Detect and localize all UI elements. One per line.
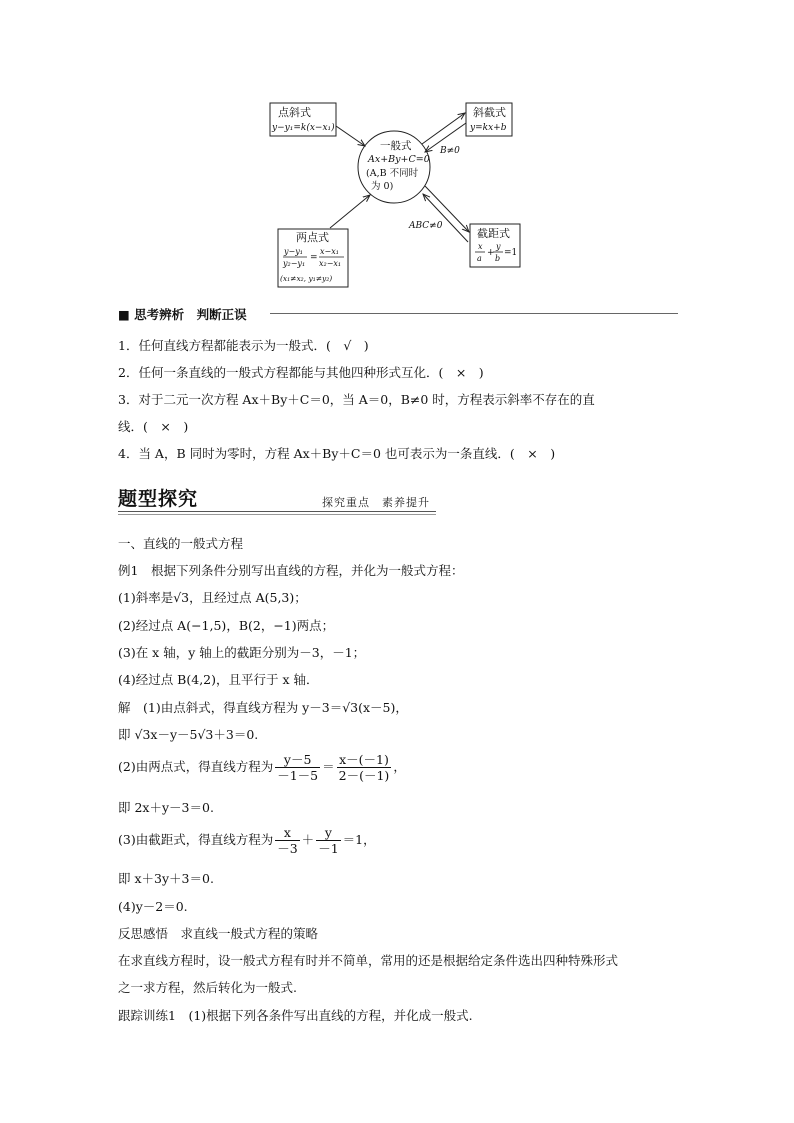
reflect-text-1: 在求直线方程时，设一般式方程有时并不简单，常用的还是根据给定条件选出四种特殊形式	[118, 953, 619, 968]
point-slope-box	[270, 103, 336, 136]
think-item-3: 3．对于二元一次方程 Ax＋By＋C＝0，当 A＝0，B≠0 时，方程表示斜率不存在的直	[118, 392, 595, 407]
cond-abc-label: ABC≠0	[409, 221, 443, 231]
think-item-3-cont: 线．( × )	[118, 419, 189, 434]
solution-2-frac-2	[337, 752, 392, 783]
example-title: 例1 根据下列条件分别写出直线的方程，并化为一般式方程：	[118, 563, 464, 578]
general-form-cond-2: 为 0)	[371, 181, 394, 192]
solution-1-result: 即 √3x－y－5√3＋3＝0.	[118, 727, 259, 742]
intercept-x-num: x	[478, 242, 483, 251]
intercept-box	[470, 224, 520, 267]
two-point-title: 两点式	[296, 231, 329, 244]
two-point-cond: (x₁≠x₂, y₁≠y₂)	[280, 274, 333, 283]
line-forms-diagram	[0, 0, 794, 300]
practice-title: 跟踪训练1 (1)根据下列各条件写出直线的方程，并化成一般式.	[118, 1008, 473, 1023]
general-form-circle	[358, 131, 430, 203]
reflect-title: 反思感悟 求直线一般式方程的策略	[118, 926, 319, 941]
intercept-plus: +	[487, 248, 495, 258]
think-heading: ■ 思考辨析 判断正误	[118, 307, 247, 322]
think-heading-bar	[118, 305, 678, 321]
intercept-title: 截距式	[477, 227, 510, 240]
point-slope-title: 点斜式	[278, 106, 311, 119]
solution-2	[118, 752, 406, 783]
section-title: 题型探究	[118, 488, 199, 510]
example-cond-4: (4)经过点 B(4,2)，且平行于 x 轴．	[118, 672, 319, 687]
solution-3-plus: ＋	[301, 832, 315, 847]
intercept-x-den: a	[477, 254, 482, 263]
section-subtitle: 探究重点 素养提升	[322, 496, 430, 509]
think-heading-rule	[270, 313, 678, 314]
solution-2-frac-2-den: 2－(－1)	[338, 768, 390, 783]
think-item-4: 4．当 A，B 同时为零时，方程 Ax＋By＋C＝0 也可表示为一条直线．( × )	[118, 446, 556, 461]
solution-4: (4)y－2＝0.	[118, 899, 188, 914]
solution-3-frac-2	[316, 825, 340, 856]
slope-intercept-formula: y=kx+b	[470, 123, 507, 133]
think-item-2: 2．任何一条直线的一般式方程都能与其他四种形式互化．( × )	[118, 365, 484, 380]
solution-3-end: ＝1，	[342, 832, 376, 847]
solution-3-frac-2-den: －1	[318, 841, 339, 856]
section-rule-2	[118, 514, 436, 515]
example-cond-3: (3)在 x 轴，y 轴上的截距分别为－3，－1；	[118, 645, 366, 660]
solution-2-pre: (2)由两点式，得直线方程为	[118, 759, 274, 774]
part1-heading: 一、直线的一般式方程	[118, 536, 244, 551]
think-item-1: 1．任何直线方程都能表示为一般式．( √ )	[118, 338, 369, 353]
example-cond-2: (2)经过点 A(−1,5)，B(2，−1)两点；	[118, 618, 335, 633]
general-form-cond-1: (A,B 不同时	[366, 168, 419, 179]
general-form-title: 一般式	[380, 140, 412, 152]
slope-intercept-box	[466, 103, 512, 136]
solution-3	[118, 825, 376, 856]
reflect-text-2: 之一求方程，然后转化为一般式.	[118, 980, 297, 995]
solution-2-eq: ＝	[322, 759, 335, 774]
two-point-rhs-num: x−x₁	[320, 247, 339, 256]
general-form-formula: Ax+By+C=0	[368, 154, 430, 165]
solution-2-frac-1	[275, 752, 320, 783]
intercept-eq: =1	[504, 248, 518, 258]
cond-b-label: B≠0	[440, 146, 460, 156]
two-point-box	[278, 229, 348, 287]
solution-1: 解 (1)由点斜式，得直线方程为 y－3＝√3(x－5)，	[118, 700, 408, 715]
solution-2-frac-1-den: －1－5	[277, 768, 319, 783]
arrow-two-point-to-general	[330, 195, 370, 228]
solution-2-frac-1-num: y－5	[275, 752, 320, 768]
solution-2-end: ，	[393, 759, 406, 774]
intercept-y-num: y	[496, 242, 501, 251]
two-point-rhs-den: x₂−x₁	[319, 259, 342, 268]
arrow-intercept-to-general	[423, 194, 468, 242]
solution-3-frac-1-den: －3	[277, 841, 298, 856]
solution-3-frac-2-num: y	[316, 825, 340, 841]
two-point-lhs-num: y−y₁	[284, 247, 303, 256]
two-point-lhs-den: y₂−y₁	[283, 259, 306, 268]
slope-intercept-title: 斜截式	[473, 106, 506, 119]
solution-2-result: 即 2x＋y－3＝0.	[118, 800, 214, 815]
section-rule	[118, 511, 436, 512]
solution-3-frac-1	[275, 825, 299, 856]
point-slope-formula: y−y₁=k(x−x₁)	[272, 123, 335, 133]
intercept-y-den: b	[495, 254, 501, 263]
solution-3-result: 即 x＋3y＋3＝0.	[118, 871, 214, 886]
two-point-eq: =	[310, 253, 318, 263]
solution-2-frac-2-num: x－(－1)	[337, 752, 392, 768]
solution-3-pre: (3)由截距式，得直线方程为	[118, 832, 274, 847]
example-cond-1: (1)斜率是√3，且经过点 A(5,3)；	[118, 590, 307, 605]
solution-3-frac-1-num: x	[275, 825, 299, 841]
arrow-point-slope-to-general	[336, 126, 365, 146]
